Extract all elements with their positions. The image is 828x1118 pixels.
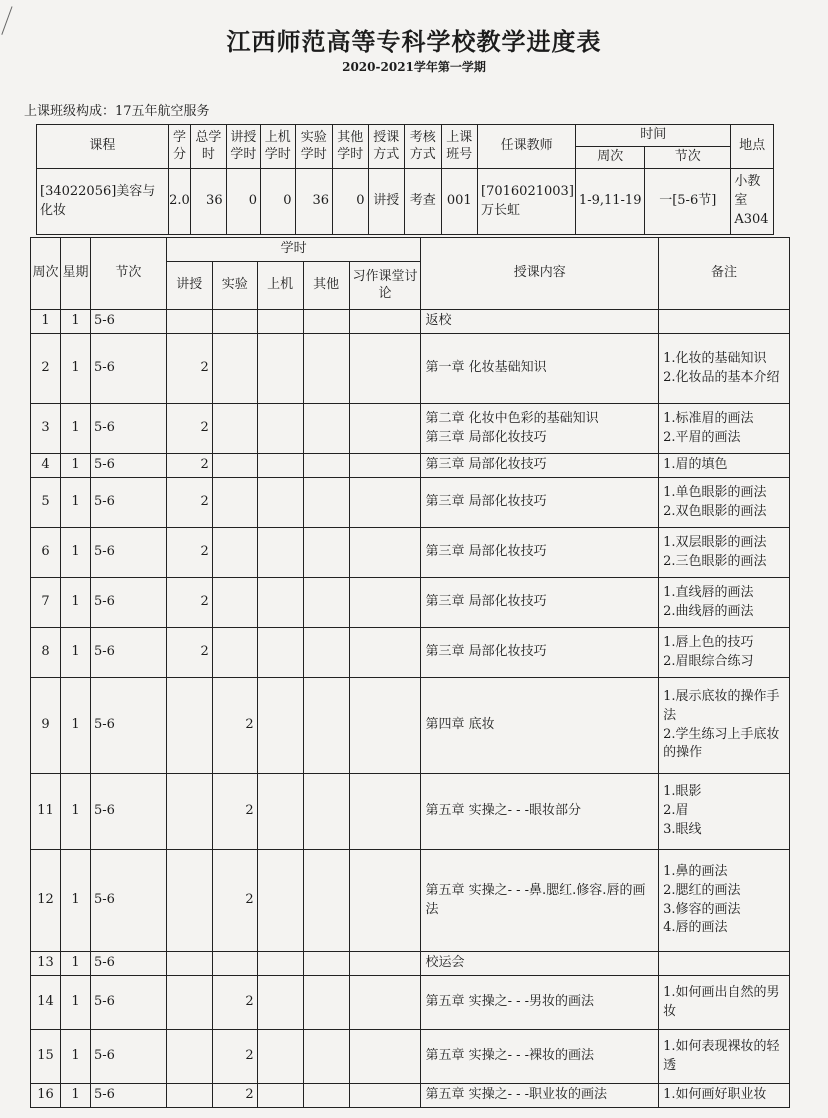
row-practice-hours (349, 1084, 421, 1108)
row-notes: 1.唇上色的技巧 2.眉眼综合练习 (659, 628, 790, 678)
row-section: 5-6 (90, 952, 166, 976)
row-lecture-hours: 2 (166, 334, 212, 404)
row-section: 5-6 (90, 976, 166, 1030)
schedule-row (31, 334, 790, 404)
row-lecture-hours (166, 952, 212, 976)
row-day: 1 (60, 628, 90, 678)
row-day: 1 (60, 404, 90, 454)
row-computer-hours (257, 404, 303, 454)
row-content: 第五章 实操之- - -裸妆的画法 (421, 1030, 659, 1084)
row-other-hours (303, 310, 349, 334)
row-week: 9 (31, 678, 61, 774)
schedule-row (31, 952, 790, 976)
row-other-hours (303, 334, 349, 404)
row-section: 5-6 (90, 578, 166, 628)
header-other-hours: 其他学时 (333, 125, 368, 169)
row-week: 15 (31, 1030, 61, 1084)
header-content: 授课内容 (421, 238, 659, 310)
class-composition: 上课班级构成：17五年航空服务 (24, 104, 210, 119)
row-lab-hours: 2 (212, 678, 257, 774)
row-day: 1 (60, 774, 90, 850)
course-lab-hours: 36 (295, 169, 333, 235)
row-section: 5-6 (90, 478, 166, 528)
row-practice-hours (349, 454, 421, 478)
row-notes (659, 310, 790, 334)
row-notes (659, 952, 790, 976)
row-section: 5-6 (90, 334, 166, 404)
row-notes: 1.如何画出自然的男妆 (659, 976, 790, 1030)
course-other-hours: 0 (333, 169, 368, 235)
row-notes: 1.如何表现裸妆的轻透 (659, 1030, 790, 1084)
row-lecture-hours: 2 (166, 628, 212, 678)
row-computer-hours (257, 528, 303, 578)
row-lecture-hours (166, 976, 212, 1030)
row-day: 1 (60, 578, 90, 628)
course-location: 小教室A304 (731, 169, 774, 235)
row-computer-hours (257, 774, 303, 850)
row-notes: 1.眼影 2.眉 3.眼线 (659, 774, 790, 850)
row-practice-hours (349, 334, 421, 404)
row-lab-hours: 2 (212, 1030, 257, 1084)
schedule-body (31, 310, 790, 1108)
row-content: 第三章 局部化妆技巧 (421, 628, 659, 678)
row-lab-hours (212, 404, 257, 454)
row-notes: 1.标准眉的画法 2.平眉的画法 (659, 404, 790, 454)
header-sections: 节次 (645, 147, 731, 169)
course-lecture-hours: 0 (226, 169, 260, 235)
row-lecture-hours: 2 (166, 454, 212, 478)
schedule-row (31, 678, 790, 774)
header-weeks: 周次 (576, 147, 645, 169)
row-computer-hours (257, 578, 303, 628)
row-content: 第五章 实操之- - -眼妆部分 (421, 774, 659, 850)
course-sections: 一[5-6节] (645, 169, 731, 235)
schedule-row (31, 578, 790, 628)
row-computer-hours (257, 976, 303, 1030)
header-section: 节次 (90, 238, 166, 310)
row-computer-hours (257, 1030, 303, 1084)
row-lab-hours (212, 952, 257, 976)
header-total-hours: 总学时 (191, 125, 226, 169)
row-other-hours (303, 454, 349, 478)
row-notes: 1.展示底妆的操作手法 2.学生练习上手底妆的操作 (659, 678, 790, 774)
course-class-no: 001 (441, 169, 478, 235)
row-lab-hours (212, 310, 257, 334)
row-week: 4 (31, 454, 61, 478)
row-section: 5-6 (90, 310, 166, 334)
row-week: 7 (31, 578, 61, 628)
row-notes: 1.鼻的画法 2.腮红的画法 3.修容的画法 4.唇的画法 (659, 850, 790, 952)
row-section: 5-6 (90, 850, 166, 952)
row-section: 5-6 (90, 1084, 166, 1108)
row-content: 第三章 局部化妆技巧 (421, 454, 659, 478)
course-teacher: [7016021003]万长虹 (478, 169, 576, 235)
row-lecture-hours: 2 (166, 478, 212, 528)
row-day: 1 (60, 850, 90, 952)
row-section: 5-6 (90, 454, 166, 478)
row-content: 第一章 化妆基础知识 (421, 334, 659, 404)
row-computer-hours (257, 310, 303, 334)
row-week: 11 (31, 774, 61, 850)
row-day: 1 (60, 678, 90, 774)
course-teach-mode: 讲授 (368, 169, 405, 235)
row-lab-hours: 2 (212, 1084, 257, 1108)
schedule-row (31, 404, 790, 454)
row-other-hours (303, 976, 349, 1030)
row-content: 第四章 底妆 (421, 678, 659, 774)
row-other-hours (303, 478, 349, 528)
schedule-row (31, 310, 790, 334)
header-week: 周次 (31, 238, 61, 310)
schedule-row (31, 1030, 790, 1084)
row-practice-hours (349, 1030, 421, 1084)
row-day: 1 (60, 310, 90, 334)
row-week: 6 (31, 528, 61, 578)
header-computer: 上机 (257, 262, 303, 310)
row-computer-hours (257, 952, 303, 976)
row-lab-hours: 2 (212, 774, 257, 850)
row-notes: 1.单色眼影的画法 2.双色眼影的画法 (659, 478, 790, 528)
row-section: 5-6 (90, 774, 166, 850)
row-content: 第三章 局部化妆技巧 (421, 578, 659, 628)
header-course: 课程 (37, 125, 169, 169)
row-lecture-hours (166, 774, 212, 850)
row-practice-hours (349, 528, 421, 578)
schedule-row (31, 774, 790, 850)
row-lecture-hours (166, 1030, 212, 1084)
row-other-hours (303, 1030, 349, 1084)
row-week: 13 (31, 952, 61, 976)
row-practice-hours (349, 578, 421, 628)
row-content: 第五章 实操之- - -男妆的画法 (421, 976, 659, 1030)
row-practice-hours (349, 952, 421, 976)
row-content: 第二章 化妆中色彩的基础知识 第三章 局部化妆技巧 (421, 404, 659, 454)
header-time: 时间 (576, 125, 731, 147)
schedule-row (31, 528, 790, 578)
schedule-table (30, 237, 790, 1108)
row-lecture-hours: 2 (166, 404, 212, 454)
row-day: 1 (60, 528, 90, 578)
row-content: 第五章 实操之- - -鼻.腮红.修容.唇的画法 (421, 850, 659, 952)
row-other-hours (303, 678, 349, 774)
row-notes: 1.眉的填色 (659, 454, 790, 478)
row-practice-hours (349, 478, 421, 528)
row-lab-hours (212, 528, 257, 578)
header-lecture-hours: 讲授学时 (226, 125, 260, 169)
row-computer-hours (257, 678, 303, 774)
row-content: 返校 (421, 310, 659, 334)
row-lecture-hours (166, 850, 212, 952)
course-exam-mode: 考查 (405, 169, 442, 235)
row-lab-hours: 2 (212, 850, 257, 952)
row-practice-hours (349, 628, 421, 678)
row-other-hours (303, 952, 349, 976)
schedule-row (31, 628, 790, 678)
header-exam-mode: 考核方式 (405, 125, 442, 169)
schedule-row (31, 478, 790, 528)
row-week: 3 (31, 404, 61, 454)
row-other-hours (303, 628, 349, 678)
row-other-hours (303, 774, 349, 850)
row-content: 第三章 局部化妆技巧 (421, 478, 659, 528)
row-other-hours (303, 578, 349, 628)
row-practice-hours (349, 976, 421, 1030)
course-credit: 2.0 (168, 169, 190, 235)
row-content: 校运会 (421, 952, 659, 976)
row-notes: 1.化妆的基础知识 2.化妆品的基本介绍 (659, 334, 790, 404)
row-section: 5-6 (90, 1030, 166, 1084)
row-notes: 1.直线唇的画法 2.曲线唇的画法 (659, 578, 790, 628)
row-computer-hours (257, 334, 303, 404)
row-lab-hours (212, 628, 257, 678)
row-day: 1 (60, 1030, 90, 1084)
row-day: 1 (60, 454, 90, 478)
row-lecture-hours (166, 310, 212, 334)
row-day: 1 (60, 1084, 90, 1108)
row-content: 第三章 局部化妆技巧 (421, 528, 659, 578)
row-lecture-hours (166, 678, 212, 774)
document-title: 江西师范高等专科学校教学进度表 (226, 27, 602, 56)
row-section: 5-6 (90, 404, 166, 454)
row-week: 14 (31, 976, 61, 1030)
header-teach-mode: 授课方式 (368, 125, 405, 169)
course-info-table (36, 124, 774, 235)
header-computer-hours: 上机学时 (261, 125, 295, 169)
header-class-no: 上课班号 (441, 125, 478, 169)
header-location: 地点 (731, 125, 774, 169)
row-other-hours (303, 528, 349, 578)
row-lab-hours (212, 334, 257, 404)
row-week: 16 (31, 1084, 61, 1108)
header-credit: 学分 (168, 125, 190, 169)
row-practice-hours (349, 310, 421, 334)
header-hours: 学时 (166, 238, 421, 262)
schedule-row (31, 850, 790, 952)
header-day: 星期 (60, 238, 90, 310)
row-practice-hours (349, 774, 421, 850)
row-computer-hours (257, 628, 303, 678)
schedule-row (31, 454, 790, 478)
row-notes: 1.如何画好职业妆 (659, 1084, 790, 1108)
row-lecture-hours (166, 1084, 212, 1108)
header-notes: 备注 (659, 238, 790, 310)
row-lab-hours (212, 578, 257, 628)
row-other-hours (303, 850, 349, 952)
document-subtitle: 2020-2021学年第一学期 (342, 60, 486, 74)
row-week: 12 (31, 850, 61, 952)
course-weeks: 1-9,11-19 (576, 169, 645, 235)
row-lab-hours (212, 478, 257, 528)
row-computer-hours (257, 1084, 303, 1108)
row-day: 1 (60, 952, 90, 976)
row-computer-hours (257, 454, 303, 478)
row-section: 5-6 (90, 528, 166, 578)
row-week: 2 (31, 334, 61, 404)
row-lecture-hours: 2 (166, 528, 212, 578)
row-other-hours (303, 404, 349, 454)
row-computer-hours (257, 850, 303, 952)
row-practice-hours (349, 850, 421, 952)
course-computer-hours: 0 (261, 169, 295, 235)
row-practice-hours (349, 678, 421, 774)
row-week: 1 (31, 310, 61, 334)
row-lab-hours (212, 454, 257, 478)
header-teacher: 任课教师 (478, 125, 576, 169)
course-total-hours: 36 (191, 169, 226, 235)
header-practice: 习作课堂讨论 (349, 262, 421, 310)
row-lab-hours: 2 (212, 976, 257, 1030)
row-practice-hours (349, 404, 421, 454)
row-week: 5 (31, 478, 61, 528)
header-other: 其他 (303, 262, 349, 310)
row-lecture-hours: 2 (166, 578, 212, 628)
row-week: 8 (31, 628, 61, 678)
schedule-row (31, 1084, 790, 1108)
row-content: 第五章 实操之- - -职业妆的画法 (421, 1084, 659, 1108)
schedule-row (31, 976, 790, 1030)
row-day: 1 (60, 334, 90, 404)
row-notes: 1.双层眼影的画法 2.三色眼影的画法 (659, 528, 790, 578)
course-name: [34022056]美容与化妆 (37, 169, 169, 235)
row-day: 1 (60, 976, 90, 1030)
header-lab-hours: 实验学时 (295, 125, 333, 169)
row-computer-hours (257, 478, 303, 528)
row-other-hours (303, 1084, 349, 1108)
header-lab: 实验 (212, 262, 257, 310)
row-section: 5-6 (90, 678, 166, 774)
header-lecture: 讲授 (166, 262, 212, 310)
row-section: 5-6 (90, 628, 166, 678)
row-day: 1 (60, 478, 90, 528)
